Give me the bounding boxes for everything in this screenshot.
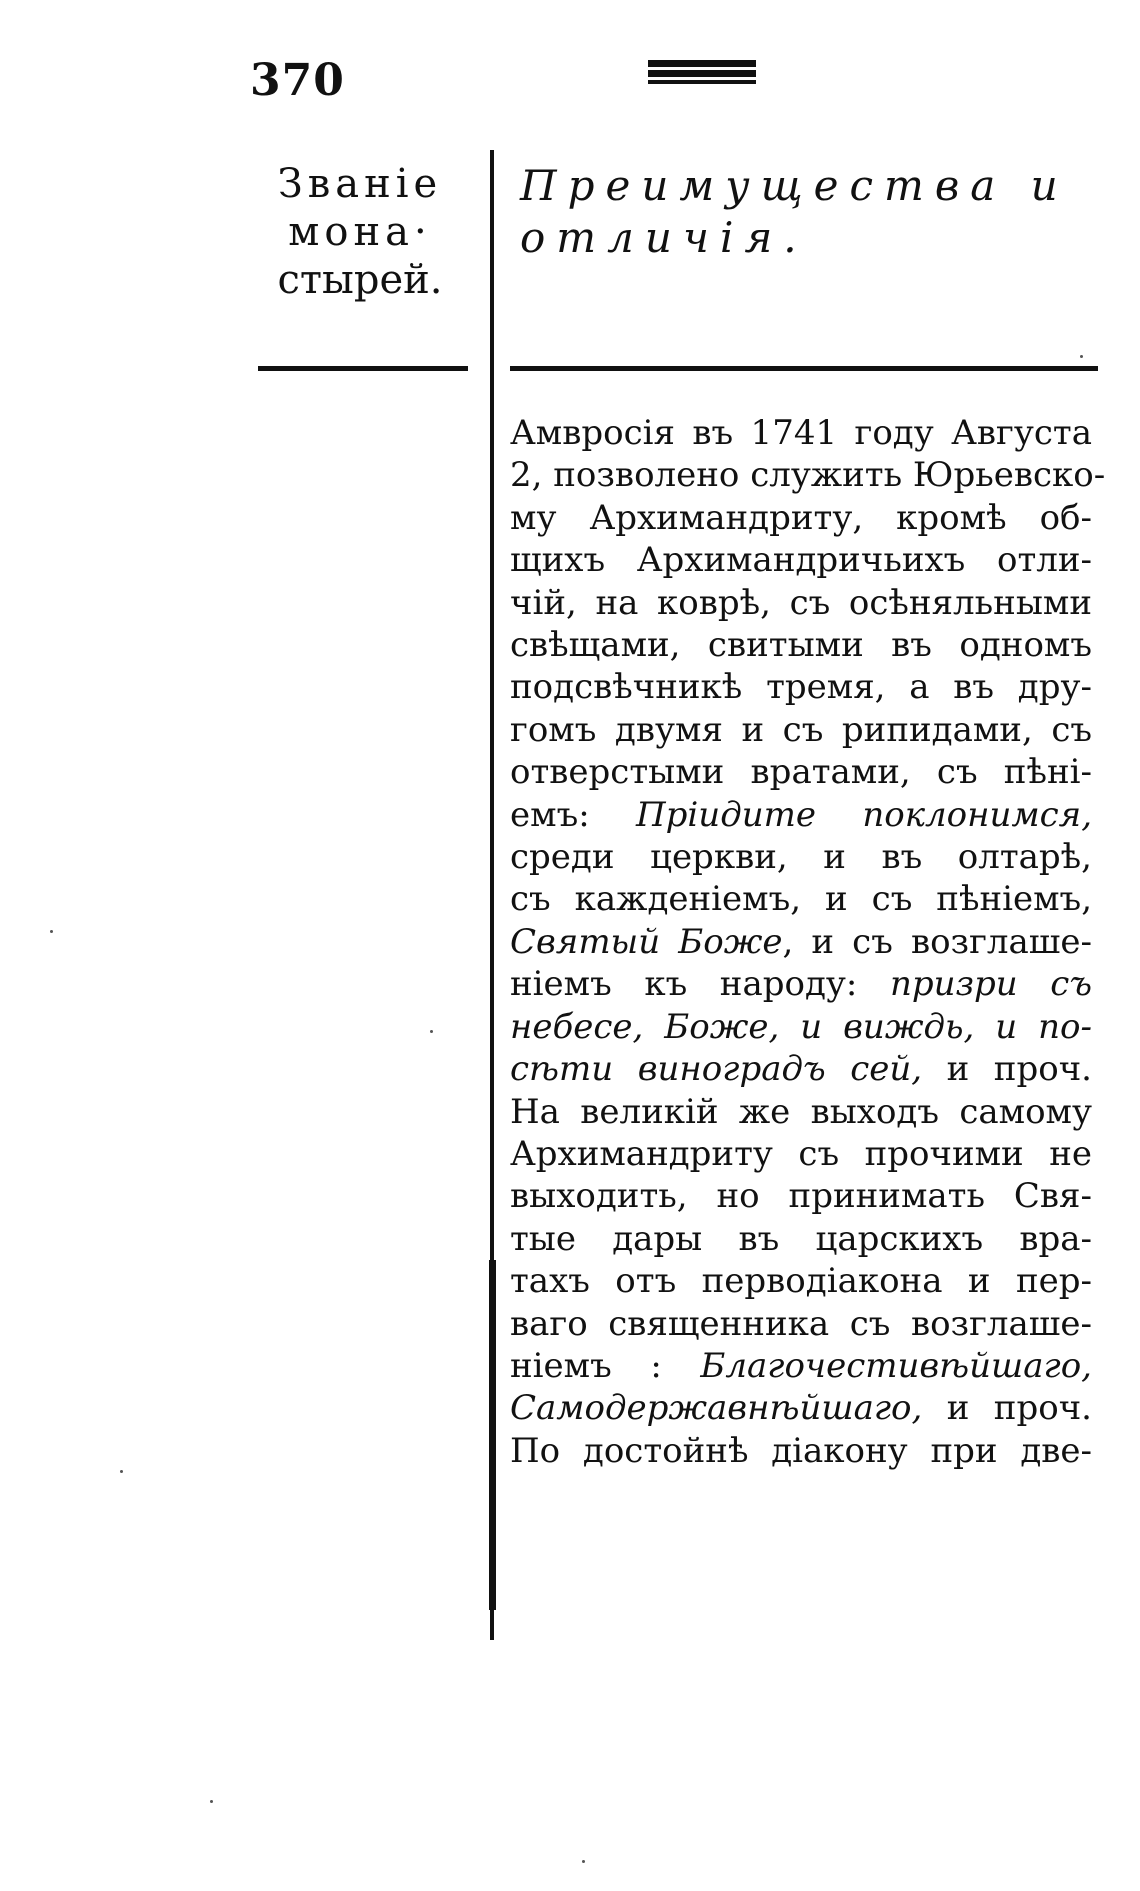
text-run: выходить, но принимать Свя-	[510, 1176, 1092, 1217]
left-heading-line: Званіе	[277, 161, 443, 207]
text-run: ніемъ къ народу:	[510, 964, 890, 1005]
text-run: съ кажденіемъ, и съ пѣніемъ,	[510, 879, 1092, 920]
body-line	[510, 1091, 1092, 1133]
body-line	[510, 1133, 1092, 1175]
text-run: и проч.	[922, 1388, 1092, 1429]
print-speck	[582, 1860, 585, 1863]
text-run: и проч.	[922, 1049, 1092, 1090]
body-line	[510, 836, 1092, 878]
text-run: гомъ двумя и съ рипидами, съ	[510, 709, 1092, 750]
body-line	[510, 878, 1092, 920]
text-run: По достойнѣ діакону при две-	[510, 1430, 1092, 1471]
text-run: свѣщами, свитыми въ одномъ	[510, 625, 1092, 666]
ornament-rule	[648, 60, 756, 67]
left-heading-line: стырей.	[277, 257, 443, 303]
print-speck	[430, 1030, 433, 1033]
body-line	[510, 751, 1092, 793]
body-line	[510, 1260, 1092, 1302]
text-run: подсвѣчникѣ тремя, а въ дру-	[510, 667, 1092, 708]
ornament-rule	[648, 80, 756, 84]
body-line	[510, 666, 1092, 708]
body-line	[510, 539, 1092, 581]
text-run: щихъ Архимандричьихъ отли-	[510, 540, 1092, 581]
body-line	[510, 1303, 1092, 1345]
text-run: му Архимандриту, кромѣ об-	[510, 497, 1092, 538]
italic-text-run: Благочестивѣйшаго,	[700, 1345, 1092, 1386]
italic-text-run: Пріидите поклонимся,	[636, 794, 1092, 835]
text-run: чій, на коврѣ, съ осѣняльными	[510, 582, 1092, 623]
text-run: ваго священника съ возглаше-	[510, 1303, 1092, 1344]
body-line	[510, 709, 1092, 751]
body-line	[510, 1175, 1092, 1217]
text-run: На великій же выходъ самому	[510, 1091, 1092, 1132]
body-line	[510, 624, 1092, 666]
header-ornament	[648, 60, 756, 86]
body-line	[510, 1006, 1092, 1048]
right-heading-line: Преимущества и	[520, 161, 1069, 210]
text-run: тахъ отъ перводіакона и пер-	[510, 1261, 1092, 1302]
italic-text-run: сѣти виноградъ сей,	[510, 1049, 923, 1090]
text-run: Амвросія въ 1741 году Августа	[510, 413, 1092, 453]
body-line	[510, 1345, 1092, 1387]
text-run: Архимандриту съ прочими не	[510, 1133, 1092, 1174]
body-line	[510, 497, 1092, 539]
text-run: среди церкви, и въ олтарѣ,	[510, 837, 1092, 878]
body-text	[510, 412, 1106, 1472]
print-speck	[50, 930, 53, 933]
left-heading-line: мона·	[288, 209, 432, 255]
text-run: тые дары въ царскихъ вра-	[510, 1218, 1092, 1259]
body-line	[510, 963, 1092, 1005]
italic-text-run: небесе, Боже, и виждь, и по-	[510, 1006, 1092, 1047]
body-line	[510, 794, 1092, 836]
text-run: , и съ возглаше-	[782, 921, 1092, 962]
ornament-rule	[648, 70, 756, 77]
body-line	[510, 921, 1092, 963]
left-column-heading	[255, 160, 465, 304]
left-heading-rule	[258, 366, 468, 371]
text-run: ніемъ :	[510, 1345, 701, 1386]
right-heading-line: отличія.	[520, 213, 808, 262]
italic-text-run: призри съ	[889, 964, 1092, 1005]
body-line	[510, 1218, 1092, 1260]
body-line	[510, 454, 1106, 496]
print-speck	[210, 1800, 213, 1803]
right-column-heading	[520, 160, 1090, 264]
italic-text-run: Самодержавнѣйшаго,	[510, 1388, 923, 1429]
text-run: отверстыми вратами, съ пѣні-	[510, 752, 1092, 793]
page-number: 370	[250, 55, 345, 106]
print-speck	[120, 1470, 123, 1473]
body-line	[510, 412, 1092, 454]
print-speck	[1080, 355, 1083, 358]
text-run: емъ:	[510, 794, 637, 835]
italic-text-run: Святый Боже	[510, 921, 783, 962]
margin-bar	[489, 1260, 496, 1610]
body-line	[510, 1430, 1092, 1472]
body-line	[510, 1048, 1092, 1090]
text-run: 2, позволено служить Юрьевско-	[510, 455, 1106, 496]
body-line	[510, 1387, 1092, 1429]
right-heading-rule	[510, 366, 1098, 371]
body-line	[510, 582, 1092, 624]
